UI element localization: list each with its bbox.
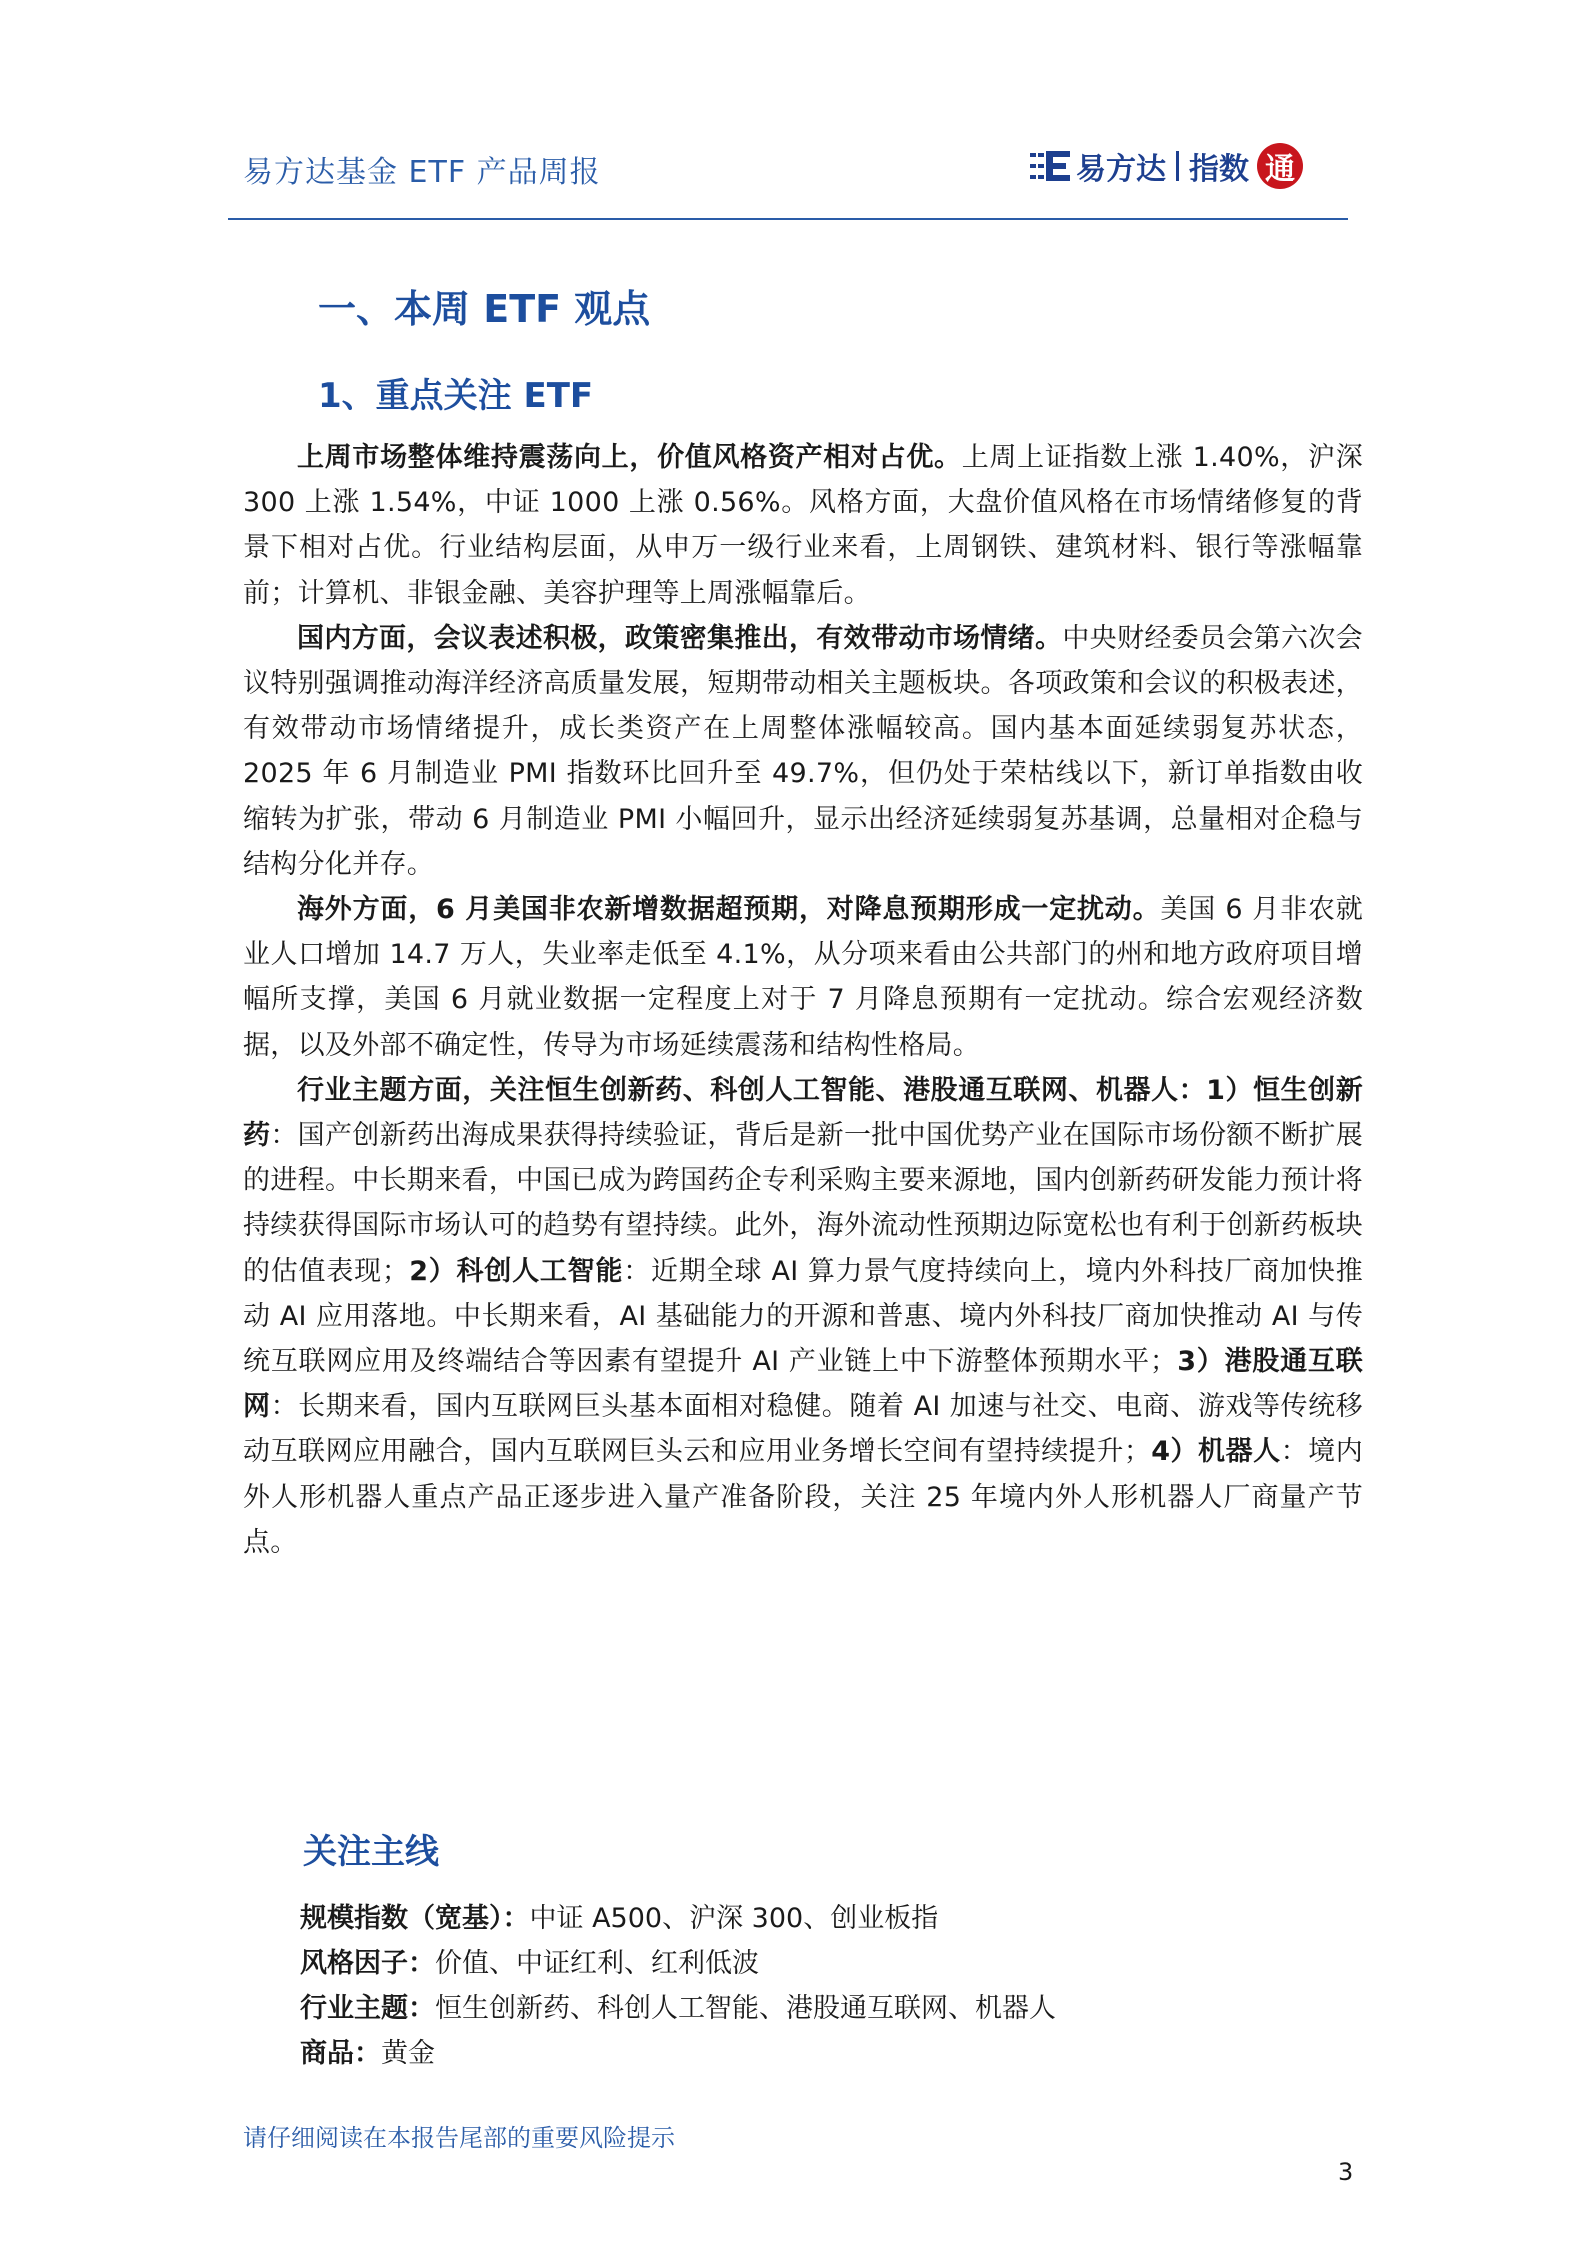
focus-item-value: 价值、中证红利、红利低波: [435, 1948, 759, 1979]
focus-item-label: 风格因子：: [300, 1948, 435, 1979]
focus-item-label: 规模指数（宽基）：: [300, 1903, 530, 1934]
logo-seal-icon: 通: [1257, 143, 1303, 189]
report-body: [243, 435, 1363, 1565]
focus-list: [300, 1896, 1056, 2076]
section-heading: 一、本周 ETF 观点: [318, 287, 651, 331]
paragraph-lead: 海外方面，6 月美国非农新增数据超预期，对降息预期形成一定扰动。: [297, 894, 1161, 926]
focus-item: [300, 1941, 1056, 1986]
header-divider: [228, 218, 1348, 220]
theme-text-4: ：境内外人形机器人重点产品正逐步进入量产准备阶段，关注 25 年境内外人形机器人厂商量产节点。: [243, 1436, 1363, 1558]
focus-item-value: 恒生创新药、科创人工智能、港股通互联网、机器人: [435, 1993, 1056, 2024]
theme-text-3: ：长期来看，国内互联网巨头基本面相对稳健。随着 AI 加速与社交、电商、游戏等传统移动互联网应用融合，国内互联网巨头云和应用业务增长空间有望持续提升；: [243, 1391, 1363, 1468]
focus-item-value: 中证 A500、沪深 300、创业板指: [529, 1903, 939, 1934]
paragraph-text: 上周上证指数上涨 1.40%，沪深 300 上涨 1.54%，中证 1000 上涨 0.56%。风格方面，大盘价值风格在市场情绪修复的背景下相对占优。行业结构层面，从申万一级行业来看，上周钢铁、建筑材料、银行等涨幅靠前；计算机、非银金融、美容护理等上周涨幅靠后。: [243, 442, 1363, 609]
risk-disclaimer-note: 请仔细阅读在本报告尾部的重要风险提示: [243, 2124, 675, 2152]
paragraph-text: 美国 6 月非农就业人口增加 14.7 万人，失业率走低至 4.1%，从分项来看由公共部门的州和地方政府项目增幅所支撑，美国 6 月就业数据一定程度上对于 7 月降息预期有一定扰动。综合宏观经济数据，以及外部不确定性，传导为市场延续震荡和结构性格局。: [243, 894, 1363, 1061]
logo-divider: [1176, 151, 1179, 181]
page-number: 3: [1338, 2158, 1354, 2186]
section-subheading: 1、重点关注 ETF: [318, 376, 594, 416]
focus-item-label: 商品：: [300, 2038, 381, 2069]
focus-item: [300, 1986, 1056, 2031]
paragraph-text: 中央财经委员会第六次会议特别强调推动海洋经济高质量发展，短期带动相关主题板块。各项政策和会议的积极表述，有效带动市场情绪提升，成长类资产在上周整体涨幅较高。国内基本面延续弱复苏状态，2025 年 6 月制造业 PMI 指数环比回升至 49.7%，但仍处于荣枯线以下，新订单指数由收缩转为扩张，带动 6 月制造业 PMI 小幅回升，显示出经济延续弱复苏基调，总量相对企稳与结构分化并存。: [243, 622, 1363, 880]
theme-lead: 行业主题方面，关注恒生创新药、科创人工智能、港股通互联网、机器人：1）恒生创新药: [243, 1074, 1363, 1152]
theme-text-1: ：国产创新药出海成果获得持续验证，背后是新一批中国优势产业在国际市场份额不断扩展的进程。中长期来看，中国已成为跨国药企专利采购主要来源地，国内创新药研发能力预计将持续获得国际市场认可的趋势有望持续。此外，海外流动性预期边际宽松也有利于创新药板块的估值表现；: [243, 1120, 1363, 1287]
logo-brand-name: 易方达: [1076, 152, 1166, 187]
focus-item-value: 黄金: [381, 2038, 435, 2069]
report-title: 易方达基金 ETF 产品周报: [243, 155, 601, 190]
paragraph-domestic: [243, 616, 1363, 887]
focus-title: 关注主线: [303, 1832, 439, 1872]
focus-item: [300, 1896, 1056, 1941]
focus-item-label: 行业主题：: [300, 1993, 435, 2024]
paragraph-lead: 上周市场整体维持震荡向上，价值风格资产相对占优。: [297, 442, 962, 473]
paragraph-market: [243, 435, 1363, 616]
brand-logo: [1030, 138, 1303, 194]
logo-index-text: 指数: [1189, 152, 1249, 187]
focus-item: [300, 2031, 1056, 2076]
theme-bold-4: 4）机器人: [1151, 1436, 1281, 1468]
paragraph-lead: 国内方面，会议表述积极，政策密集推出，有效带动市场情绪。: [297, 622, 1063, 654]
theme-bold-2: 2）科创人工智能: [409, 1255, 624, 1287]
efund-logo-icon: [1030, 151, 1070, 181]
theme-bold-3: 3）港股通互联网: [243, 1346, 1363, 1423]
paragraph-themes: [243, 1068, 1363, 1565]
theme-text-2: ：近期全球 AI 算力景气度持续向上，境内外科技厂商加快推动 AI 应用落地。中长期来看，AI 基础能力的开源和普惠、境内外科技厂商加快推动 AI 与传统互联网应用及终端结合等因素有望提升 AI 产业链上中下游整体预期水平；: [243, 1255, 1363, 1378]
paragraph-overseas: [243, 887, 1363, 1068]
